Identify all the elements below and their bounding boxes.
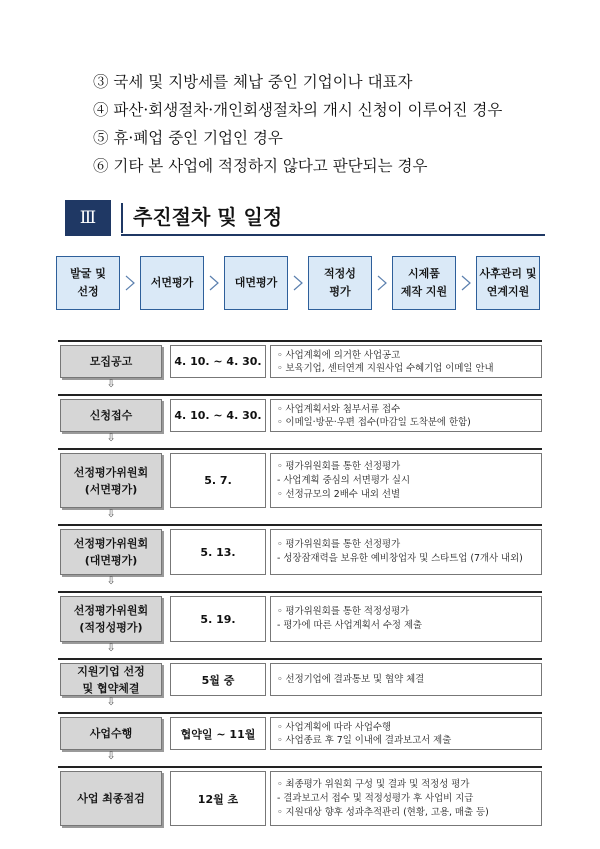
stage-details [270, 596, 542, 642]
row-divider [58, 448, 542, 450]
stage-date: 5. 7. [170, 453, 266, 508]
list-item: ⑥ 기타 본 사업에 적정하지 않다고 판단되는 경우 [93, 157, 428, 175]
arrow-down-icon: ⇩ [106, 695, 116, 708]
schedule-row [58, 658, 542, 696]
stage-date: 4. 10. ~ 4. 30. [170, 399, 266, 432]
detail-line: ◦ 사업종료 후 7일 이내에 결과보고서 제출 [277, 734, 452, 746]
stage-date: 12월 초 [170, 771, 266, 826]
detail-line: ◦ 평가위원회를 통한 선정평가 [277, 460, 401, 472]
detail-line: - 평가에 따른 사업계획서 수정 제출 [277, 620, 423, 631]
stage-date: 5. 19. [170, 596, 266, 642]
detail-line: ◦ 사업계획에 따라 사업수행 [277, 722, 392, 733]
chevron-right-icon [461, 275, 471, 291]
eligibility-list [93, 68, 573, 180]
row-divider [58, 712, 542, 714]
arrow-down-icon: ⇩ [106, 431, 116, 444]
stage-label: 선정평가위원회 (대면평가) [60, 529, 162, 575]
flow-step: 시제품 제작 지원 [392, 256, 456, 310]
detail-line: ◦ 사업계획서와 첨부서류 접수 [277, 404, 401, 415]
section-header [65, 200, 545, 236]
flow-step: 사후관리 및 연계지원 [476, 256, 540, 310]
stage-details [270, 345, 542, 378]
arrow-down-icon: ⇩ [106, 749, 116, 762]
detail-line: - 사업계획 중심의 서면평가 실시 [277, 474, 411, 486]
stage-details [270, 771, 542, 826]
stage-date: 5월 중 [170, 663, 266, 696]
arrow-down-icon: ⇩ [106, 377, 116, 390]
detail-line: ◦ 지원대상 향후 성과추적관리 (현황, 고용, 매출 등) [277, 806, 489, 818]
section-number: Ⅲ [65, 200, 111, 236]
list-item: ③ 국세 및 지방세를 체납 중인 기업이나 대표자 [93, 73, 413, 91]
row-divider [58, 658, 542, 660]
stage-details [270, 399, 542, 432]
stage-label: 사업수행 [60, 717, 162, 750]
stage-label: 신청접수 [60, 399, 162, 432]
stage-date: 협약일 ~ 11월 [170, 717, 266, 750]
arrow-down-icon: ⇩ [106, 574, 116, 587]
flow-step: 서면평가 [140, 256, 204, 310]
stage-date: 4. 10. ~ 4. 30. [170, 345, 266, 378]
flow-step: 대면평가 [224, 256, 288, 310]
schedule-row [58, 340, 542, 378]
detail-line: ◦ 선정기업에 결과통보 및 협약 체결 [277, 673, 425, 685]
row-divider [58, 524, 542, 526]
schedule-row [58, 448, 542, 508]
stage-label: 모집공고 [60, 345, 162, 378]
detail-line: - 성장잠재력을 보유한 예비창업자 및 스타트업 (7개사 내외) [277, 553, 523, 564]
detail-line: ◦ 최종평가 위원회 구성 및 결과 및 적정성 평가 [277, 778, 470, 790]
row-divider [58, 766, 542, 768]
schedule-row [58, 524, 542, 575]
stage-details [270, 663, 542, 696]
stage-label: 선정평가위원회 (서면평가) [60, 453, 162, 508]
process-flow [56, 256, 542, 310]
flow-step: 적정성 평가 [308, 256, 372, 310]
row-divider [58, 591, 542, 593]
flow-step: 발굴 및 선정 [56, 256, 120, 310]
detail-line: ◦ 보육기업, 센터연계 지원사업 수혜기업 이메일 안내 [277, 362, 494, 374]
detail-line: ◦ 선정규모의 2배수 내외 선별 [277, 488, 401, 500]
detail-line: ◦ 사업계획에 의거한 사업공고 [277, 350, 401, 361]
schedule-row [58, 394, 542, 432]
list-item: ④ 파산·회생절차·개인회생절차의 개시 신청이 이루어진 경우 [93, 101, 503, 119]
stage-details [270, 717, 542, 750]
chevron-right-icon [293, 275, 303, 291]
stage-label: 사업 최종점검 [60, 771, 162, 826]
schedule-row [58, 766, 542, 826]
chevron-right-icon [209, 275, 219, 291]
schedule-row [58, 591, 542, 642]
stage-details [270, 453, 542, 508]
row-divider [58, 394, 542, 396]
chevron-right-icon [377, 275, 387, 291]
stage-label: 선정평가위원회 (적정성평가) [60, 596, 162, 642]
arrow-down-icon: ⇩ [106, 641, 116, 654]
stage-details [270, 529, 542, 575]
detail-line: ◦ 이메일·방문·우편 접수(마감일 도착분에 한함) [277, 416, 471, 428]
arrow-down-icon: ⇩ [106, 507, 116, 520]
stage-label: 지원기업 선정 및 협약체결 [60, 663, 162, 696]
detail-line: ◦ 평가위원회를 통한 적정성평가 [277, 606, 410, 617]
row-divider [58, 340, 542, 342]
detail-line: - 결과보고서 접수 및 적정성평가 후 사업비 지급 [277, 792, 474, 804]
list-item: ⑤ 휴·폐업 중인 기업인 경우 [93, 129, 283, 147]
chevron-right-icon [125, 275, 135, 291]
section-title: 추진절차 및 일정 [121, 200, 545, 236]
detail-line: ◦ 평가위원회를 통한 선정평가 [277, 539, 401, 550]
schedule-row [58, 712, 542, 750]
stage-date: 5. 13. [170, 529, 266, 575]
